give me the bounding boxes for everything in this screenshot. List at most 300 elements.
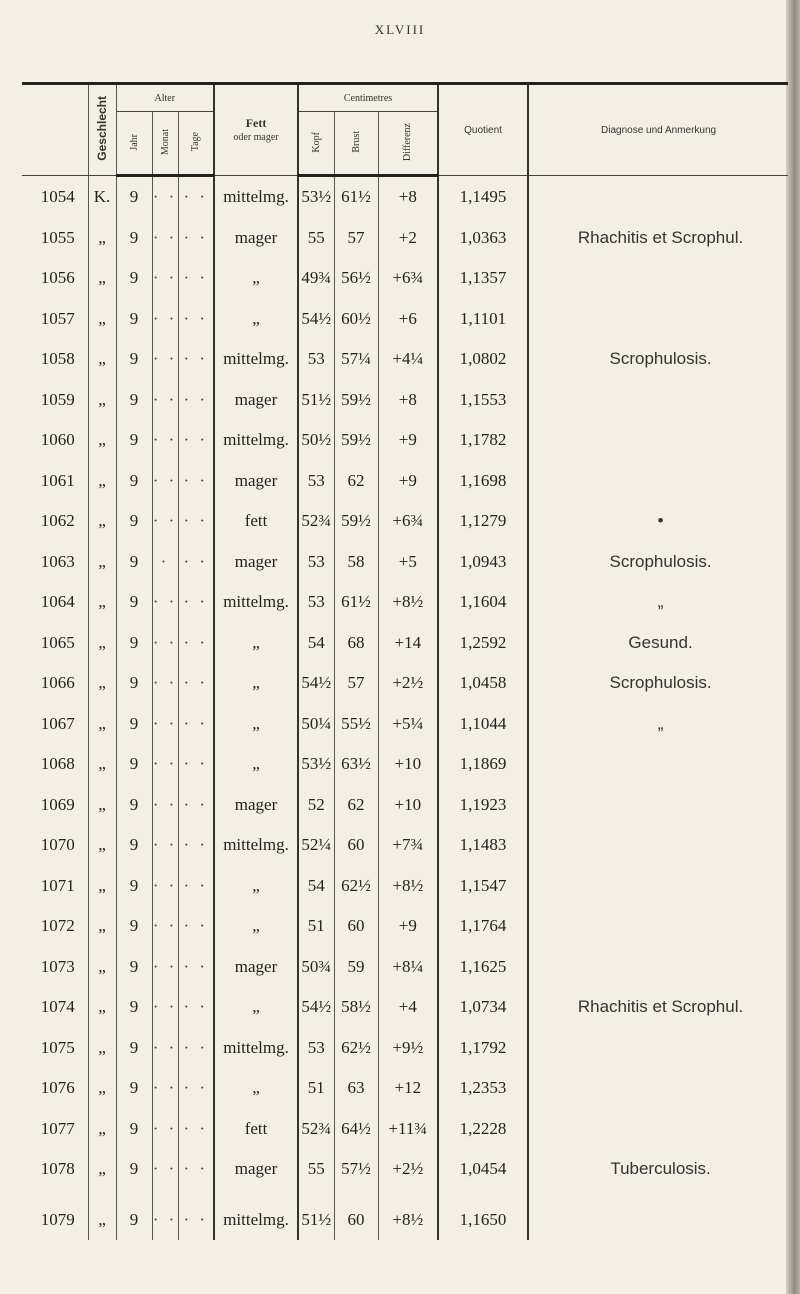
- cell-geschlecht: „: [88, 299, 116, 340]
- cell-number: 1055: [40, 227, 75, 247]
- cell-monat: · ·: [152, 461, 178, 502]
- table-row: [22, 785, 788, 826]
- cell-monat: · ·: [152, 258, 178, 299]
- cell-fett: „: [214, 623, 298, 664]
- table-row: [22, 987, 788, 1028]
- cell-jahr: 9: [116, 582, 152, 623]
- column-header-geschlecht: [88, 84, 116, 176]
- cell-kopf: 49¾: [298, 258, 334, 299]
- cell-fett: mittelmg.: [214, 1028, 298, 1069]
- cell-brust: 55½: [334, 704, 378, 745]
- cell-geschlecht: „: [88, 258, 116, 299]
- cell-number: 1073: [40, 956, 75, 976]
- cell-quotient: 1,1357: [438, 258, 528, 299]
- cell-number: 1064: [40, 592, 75, 612]
- cell-tage: · ·: [178, 380, 214, 421]
- cell-tage: · ·: [178, 461, 214, 502]
- cell-jahr: 9: [116, 623, 152, 664]
- cell-brust: 61½: [334, 176, 378, 218]
- cell-differenz: +10: [378, 785, 438, 826]
- cell-kopf: 54½: [298, 299, 334, 340]
- cell-diagnose: Scrophulosis.: [528, 339, 788, 380]
- cell-brust: 57: [334, 663, 378, 704]
- column-header-centimetres: Centimetres: [298, 84, 438, 112]
- column-header-brust: [334, 112, 378, 176]
- cell-diagnose: [528, 461, 788, 502]
- cell-quotient: 1,1483: [438, 825, 528, 866]
- cell-monat: · ·: [152, 582, 178, 623]
- cell-diagnose: [528, 744, 788, 785]
- cell-geschlecht: „: [88, 623, 116, 664]
- cell-monat: · ·: [152, 501, 178, 542]
- cell-diagnose: [528, 1028, 788, 1069]
- cell-differenz: +8: [378, 380, 438, 421]
- cell-diagnose: [528, 866, 788, 907]
- cell-number: 1063: [40, 551, 75, 571]
- cell-number: 1054: [40, 186, 75, 206]
- cell-jahr: 9: [116, 380, 152, 421]
- cell-jahr: 9: [116, 906, 152, 947]
- page-edge-shadow: [786, 0, 800, 1294]
- cell-brust: 59: [334, 947, 378, 988]
- cell-monat: · ·: [152, 825, 178, 866]
- cell-monat: · ·: [152, 380, 178, 421]
- cell-number: 1066: [40, 673, 75, 693]
- cell-quotient: 1,0734: [438, 987, 528, 1028]
- cell-brust: 63: [334, 1068, 378, 1109]
- cell-number: 1062: [40, 511, 75, 531]
- cell-quotient: 1,0802: [438, 339, 528, 380]
- cell-geschlecht: „: [88, 1028, 116, 1069]
- cell-jahr: 9: [116, 339, 152, 380]
- header-label: Kopf: [310, 131, 322, 153]
- cell-fett: „: [214, 258, 298, 299]
- cell-tage: · ·: [178, 744, 214, 785]
- cell-jahr: 9: [116, 663, 152, 704]
- cell-diagnose: Scrophulosis.: [528, 542, 788, 583]
- cell-fett: „: [214, 906, 298, 947]
- cell-kopf: 53½: [298, 176, 334, 218]
- cell-brust: 57: [334, 218, 378, 259]
- cell-diagnose: [528, 299, 788, 340]
- cell-jahr: 9: [116, 420, 152, 461]
- table-row: [22, 1028, 788, 1069]
- cell-geschlecht: „: [88, 906, 116, 947]
- cell-differenz: +6: [378, 299, 438, 340]
- cell-brust: 60: [334, 1190, 378, 1241]
- cell-differenz: +11¾: [378, 1109, 438, 1150]
- cell-kopf: 53: [298, 542, 334, 583]
- cell-geschlecht: „: [88, 1068, 116, 1109]
- table-row: [22, 420, 788, 461]
- cell-number: 1075: [40, 1037, 75, 1057]
- cell-geschlecht: „: [88, 987, 116, 1028]
- cell-fett: mittelmg.: [214, 420, 298, 461]
- cell-monat: · ·: [152, 785, 178, 826]
- cell-brust: 60: [334, 825, 378, 866]
- cell-brust: 58½: [334, 987, 378, 1028]
- cell-geschlecht: K.: [88, 176, 116, 218]
- cell-jahr: 9: [116, 1149, 152, 1190]
- cell-kopf: 52: [298, 785, 334, 826]
- cell-monat: · ·: [152, 1028, 178, 1069]
- cell-monat: · ·: [152, 623, 178, 664]
- cell-diagnose: Rhachitis et Scrophul.: [528, 218, 788, 259]
- cell-kopf: 54½: [298, 663, 334, 704]
- cell-kopf: 54: [298, 623, 334, 664]
- cell-geschlecht: „: [88, 542, 116, 583]
- cell-geschlecht: „: [88, 218, 116, 259]
- cell-diagnose: [528, 380, 788, 421]
- cell-quotient: 1,1698: [438, 461, 528, 502]
- cell-fett: mager: [214, 380, 298, 421]
- cell-geschlecht: „: [88, 663, 116, 704]
- cell-quotient: 1,1869: [438, 744, 528, 785]
- cell-jahr: 9: [116, 218, 152, 259]
- cell-fett: „: [214, 663, 298, 704]
- cell-number: 1070: [40, 835, 75, 855]
- cell-quotient: 1,2228: [438, 1109, 528, 1150]
- cell-fett: mager: [214, 947, 298, 988]
- cell-kopf: 54½: [298, 987, 334, 1028]
- cell-monat: · ·: [152, 1068, 178, 1109]
- cell-fett: „: [214, 299, 298, 340]
- cell-number: 1058: [40, 349, 75, 369]
- cell-fett: mager: [214, 1149, 298, 1190]
- column-header-fett: [214, 84, 298, 176]
- header-label: Fett: [245, 115, 267, 130]
- cell-number: 1068: [40, 754, 75, 774]
- column-header-diagnose: Diagnose und Anmerkung: [528, 84, 788, 176]
- cell-diagnose: Scrophulosis.: [528, 663, 788, 704]
- cell-jahr: 9: [116, 299, 152, 340]
- cell-diagnose: Tuberculosis.: [528, 1149, 788, 1190]
- table-row: [22, 704, 788, 745]
- cell-jahr: 9: [116, 542, 152, 583]
- cell-monat: ·: [152, 542, 178, 583]
- table-row: [22, 218, 788, 259]
- cell-kopf: 53½: [298, 744, 334, 785]
- cell-quotient: 1,2353: [438, 1068, 528, 1109]
- cell-monat: · ·: [152, 420, 178, 461]
- cell-geschlecht: „: [88, 582, 116, 623]
- table-row: [22, 947, 788, 988]
- cell-fett: „: [214, 866, 298, 907]
- cell-kopf: 51: [298, 1068, 334, 1109]
- page-number: XLVIII: [374, 22, 426, 37]
- table-row: [22, 339, 788, 380]
- cell-monat: · ·: [152, 663, 178, 704]
- table-row: [22, 299, 788, 340]
- cell-jahr: 9: [116, 501, 152, 542]
- table-row: [22, 176, 788, 218]
- cell-monat: · ·: [152, 866, 178, 907]
- column-header-tage: [178, 112, 214, 176]
- cell-quotient: 1,1553: [438, 380, 528, 421]
- cell-tage: · ·: [178, 218, 214, 259]
- cell-brust: 56½: [334, 258, 378, 299]
- cell-number: 1067: [40, 713, 75, 733]
- table-row: [22, 1109, 788, 1150]
- cell-brust: 60½: [334, 299, 378, 340]
- cell-number: 1057: [40, 308, 75, 328]
- cell-jahr: 9: [116, 258, 152, 299]
- cell-tage: · ·: [178, 987, 214, 1028]
- cell-kopf: 53: [298, 461, 334, 502]
- cell-fett: mittelmg.: [214, 339, 298, 380]
- header-label: Differenz: [402, 122, 414, 162]
- cell-jahr: 9: [116, 947, 152, 988]
- cell-differenz: +2½: [378, 1149, 438, 1190]
- cell-brust: 61½: [334, 582, 378, 623]
- cell-fett: mittelmg.: [214, 176, 298, 218]
- cell-tage: · ·: [178, 1109, 214, 1150]
- cell-differenz: +9: [378, 420, 438, 461]
- header-label: Brust: [350, 131, 362, 153]
- cell-number: 1060: [40, 430, 75, 450]
- cell-brust: 68: [334, 623, 378, 664]
- cell-fett: mager: [214, 785, 298, 826]
- cell-differenz: +14: [378, 623, 438, 664]
- cell-differenz: +8½: [378, 1190, 438, 1241]
- cell-diagnose: [528, 1190, 788, 1241]
- cell-jahr: 9: [116, 176, 152, 218]
- cell-brust: 62½: [334, 866, 378, 907]
- cell-kopf: 52¾: [298, 1109, 334, 1150]
- cell-fett: fett: [214, 1109, 298, 1150]
- cell-number: 1077: [40, 1118, 75, 1138]
- cell-jahr: 9: [116, 1068, 152, 1109]
- cell-diagnose: „: [528, 582, 788, 623]
- cell-geschlecht: „: [88, 744, 116, 785]
- cell-number: 1079: [40, 1209, 75, 1229]
- cell-monat: · ·: [152, 987, 178, 1028]
- table-row: [22, 461, 788, 502]
- cell-geschlecht: „: [88, 380, 116, 421]
- cell-differenz: +8½: [378, 582, 438, 623]
- cell-quotient: 1,1495: [438, 176, 528, 218]
- cell-brust: 64½: [334, 1109, 378, 1150]
- table-row: [22, 1068, 788, 1109]
- cell-tage: · ·: [178, 704, 214, 745]
- cell-differenz: +8: [378, 176, 438, 218]
- cell-kopf: 55: [298, 1149, 334, 1190]
- cell-diagnose: [528, 947, 788, 988]
- cell-jahr: 9: [116, 825, 152, 866]
- cell-brust: 59½: [334, 501, 378, 542]
- column-header-number: [22, 84, 88, 176]
- cell-diagnose: [528, 1109, 788, 1150]
- cell-diagnose: [528, 825, 788, 866]
- cell-brust: 62½: [334, 1028, 378, 1069]
- cell-number: 1061: [40, 470, 75, 490]
- cell-jahr: 9: [116, 744, 152, 785]
- cell-kopf: 52¾: [298, 501, 334, 542]
- cell-tage: · ·: [178, 542, 214, 583]
- table-row: [22, 1190, 788, 1241]
- cell-quotient: 1,0454: [438, 1149, 528, 1190]
- cell-kopf: 50¾: [298, 947, 334, 988]
- cell-fett: mittelmg.: [214, 825, 298, 866]
- header-label: oder mager: [233, 131, 279, 143]
- cell-kopf: 51½: [298, 380, 334, 421]
- cell-brust: 63½: [334, 744, 378, 785]
- cell-monat: · ·: [152, 176, 178, 218]
- cell-number: 1071: [40, 875, 75, 895]
- cell-geschlecht: „: [88, 825, 116, 866]
- cell-quotient: 1,0458: [438, 663, 528, 704]
- cell-quotient: 1,1923: [438, 785, 528, 826]
- cell-tage: · ·: [178, 176, 214, 218]
- column-header-quotient: Quotient: [438, 84, 528, 176]
- cell-quotient: 1,1792: [438, 1028, 528, 1069]
- cell-kopf: 54: [298, 866, 334, 907]
- cell-tage: · ·: [178, 420, 214, 461]
- cell-kopf: 50¼: [298, 704, 334, 745]
- column-header-jahr: [116, 112, 152, 176]
- cell-jahr: 9: [116, 461, 152, 502]
- cell-brust: 60: [334, 906, 378, 947]
- cell-kopf: 51: [298, 906, 334, 947]
- cell-number: 1074: [40, 997, 75, 1017]
- cell-brust: 62: [334, 785, 378, 826]
- cell-tage: · ·: [178, 785, 214, 826]
- cell-geschlecht: „: [88, 420, 116, 461]
- cell-differenz: +2½: [378, 663, 438, 704]
- column-header-alter: Alter: [116, 84, 214, 112]
- cell-brust: 57¼: [334, 339, 378, 380]
- cell-diagnose: [528, 906, 788, 947]
- cell-jahr: 9: [116, 704, 152, 745]
- cell-monat: · ·: [152, 906, 178, 947]
- cell-geschlecht: „: [88, 1190, 116, 1241]
- cell-diagnose: Rhachitis et Scrophul.: [528, 987, 788, 1028]
- cell-quotient: 1,1044: [438, 704, 528, 745]
- cell-kopf: 53: [298, 1028, 334, 1069]
- cell-fett: „: [214, 987, 298, 1028]
- cell-jahr: 9: [116, 1190, 152, 1241]
- cell-jahr: 9: [116, 1109, 152, 1150]
- column-header-differenz: [378, 112, 438, 176]
- cell-jahr: 9: [116, 785, 152, 826]
- cell-quotient: 1,1547: [438, 866, 528, 907]
- cell-differenz: +9½: [378, 1028, 438, 1069]
- header-label: Jahr: [128, 133, 140, 151]
- cell-brust: 59½: [334, 420, 378, 461]
- cell-fett: mager: [214, 542, 298, 583]
- cell-kopf: 50½: [298, 420, 334, 461]
- cell-number: 1056: [40, 268, 75, 288]
- cell-jahr: 9: [116, 987, 152, 1028]
- cell-differenz: +2: [378, 218, 438, 259]
- cell-brust: 59½: [334, 380, 378, 421]
- cell-quotient: 1,1101: [438, 299, 528, 340]
- cell-tage: · ·: [178, 582, 214, 623]
- cell-geschlecht: „: [88, 1149, 116, 1190]
- cell-quotient: 1,1764: [438, 906, 528, 947]
- cell-tage: · ·: [178, 947, 214, 988]
- cell-diagnose: „: [528, 704, 788, 745]
- cell-fett: fett: [214, 501, 298, 542]
- cell-quotient: 1,1782: [438, 420, 528, 461]
- header-label: Tage: [190, 132, 202, 152]
- cell-differenz: +5: [378, 542, 438, 583]
- cell-differenz: +9: [378, 461, 438, 502]
- cell-tage: · ·: [178, 906, 214, 947]
- cell-jahr: 9: [116, 866, 152, 907]
- cell-diagnose: •: [528, 501, 788, 542]
- header-row-top: [22, 84, 788, 112]
- table-row: [22, 906, 788, 947]
- cell-number: 1065: [40, 632, 75, 652]
- column-header-monat: [152, 112, 178, 176]
- cell-jahr: 9: [116, 1028, 152, 1069]
- cell-tage: · ·: [178, 339, 214, 380]
- cell-kopf: 51½: [298, 1190, 334, 1241]
- cell-fett: „: [214, 704, 298, 745]
- table-row: [22, 1149, 788, 1190]
- cell-brust: 62: [334, 461, 378, 502]
- cell-brust: 58: [334, 542, 378, 583]
- cell-differenz: +9: [378, 906, 438, 947]
- cell-diagnose: [528, 785, 788, 826]
- cell-diagnose: [528, 1068, 788, 1109]
- cell-monat: · ·: [152, 299, 178, 340]
- cell-tage: · ·: [178, 501, 214, 542]
- cell-geschlecht: „: [88, 704, 116, 745]
- cell-monat: · ·: [152, 1149, 178, 1190]
- cell-geschlecht: „: [88, 785, 116, 826]
- table-row: [22, 663, 788, 704]
- cell-monat: · ·: [152, 704, 178, 745]
- cell-quotient: 1,1625: [438, 947, 528, 988]
- table-row: [22, 866, 788, 907]
- cell-quotient: 1,1650: [438, 1190, 528, 1241]
- cell-quotient: 1,1604: [438, 582, 528, 623]
- cell-geschlecht: „: [88, 947, 116, 988]
- cell-quotient: 1,0363: [438, 218, 528, 259]
- cell-differenz: +8½: [378, 866, 438, 907]
- column-header-kopf: [298, 112, 334, 176]
- cell-number: 1059: [40, 389, 75, 409]
- cell-fett: „: [214, 1068, 298, 1109]
- table-row: [22, 825, 788, 866]
- cell-brust: 57½: [334, 1149, 378, 1190]
- cell-quotient: 1,0943: [438, 542, 528, 583]
- cell-differenz: +10: [378, 744, 438, 785]
- table-row: [22, 744, 788, 785]
- cell-number: 1072: [40, 916, 75, 936]
- cell-diagnose: Gesund.: [528, 623, 788, 664]
- cell-geschlecht: „: [88, 461, 116, 502]
- cell-differenz: +4: [378, 987, 438, 1028]
- cell-tage: · ·: [178, 1149, 214, 1190]
- cell-tage: · ·: [178, 1068, 214, 1109]
- cell-tage: · ·: [178, 825, 214, 866]
- cell-differenz: +4¼: [378, 339, 438, 380]
- cell-kopf: 53: [298, 582, 334, 623]
- cell-geschlecht: „: [88, 866, 116, 907]
- cell-monat: · ·: [152, 1109, 178, 1150]
- header-label: Monat: [159, 128, 171, 156]
- cell-differenz: +6¾: [378, 258, 438, 299]
- cell-quotient: 1,1279: [438, 501, 528, 542]
- cell-number: 1076: [40, 1078, 75, 1098]
- cell-diagnose: [528, 258, 788, 299]
- cell-monat: · ·: [152, 744, 178, 785]
- cell-monat: · ·: [152, 218, 178, 259]
- measurement-table: [22, 82, 788, 1240]
